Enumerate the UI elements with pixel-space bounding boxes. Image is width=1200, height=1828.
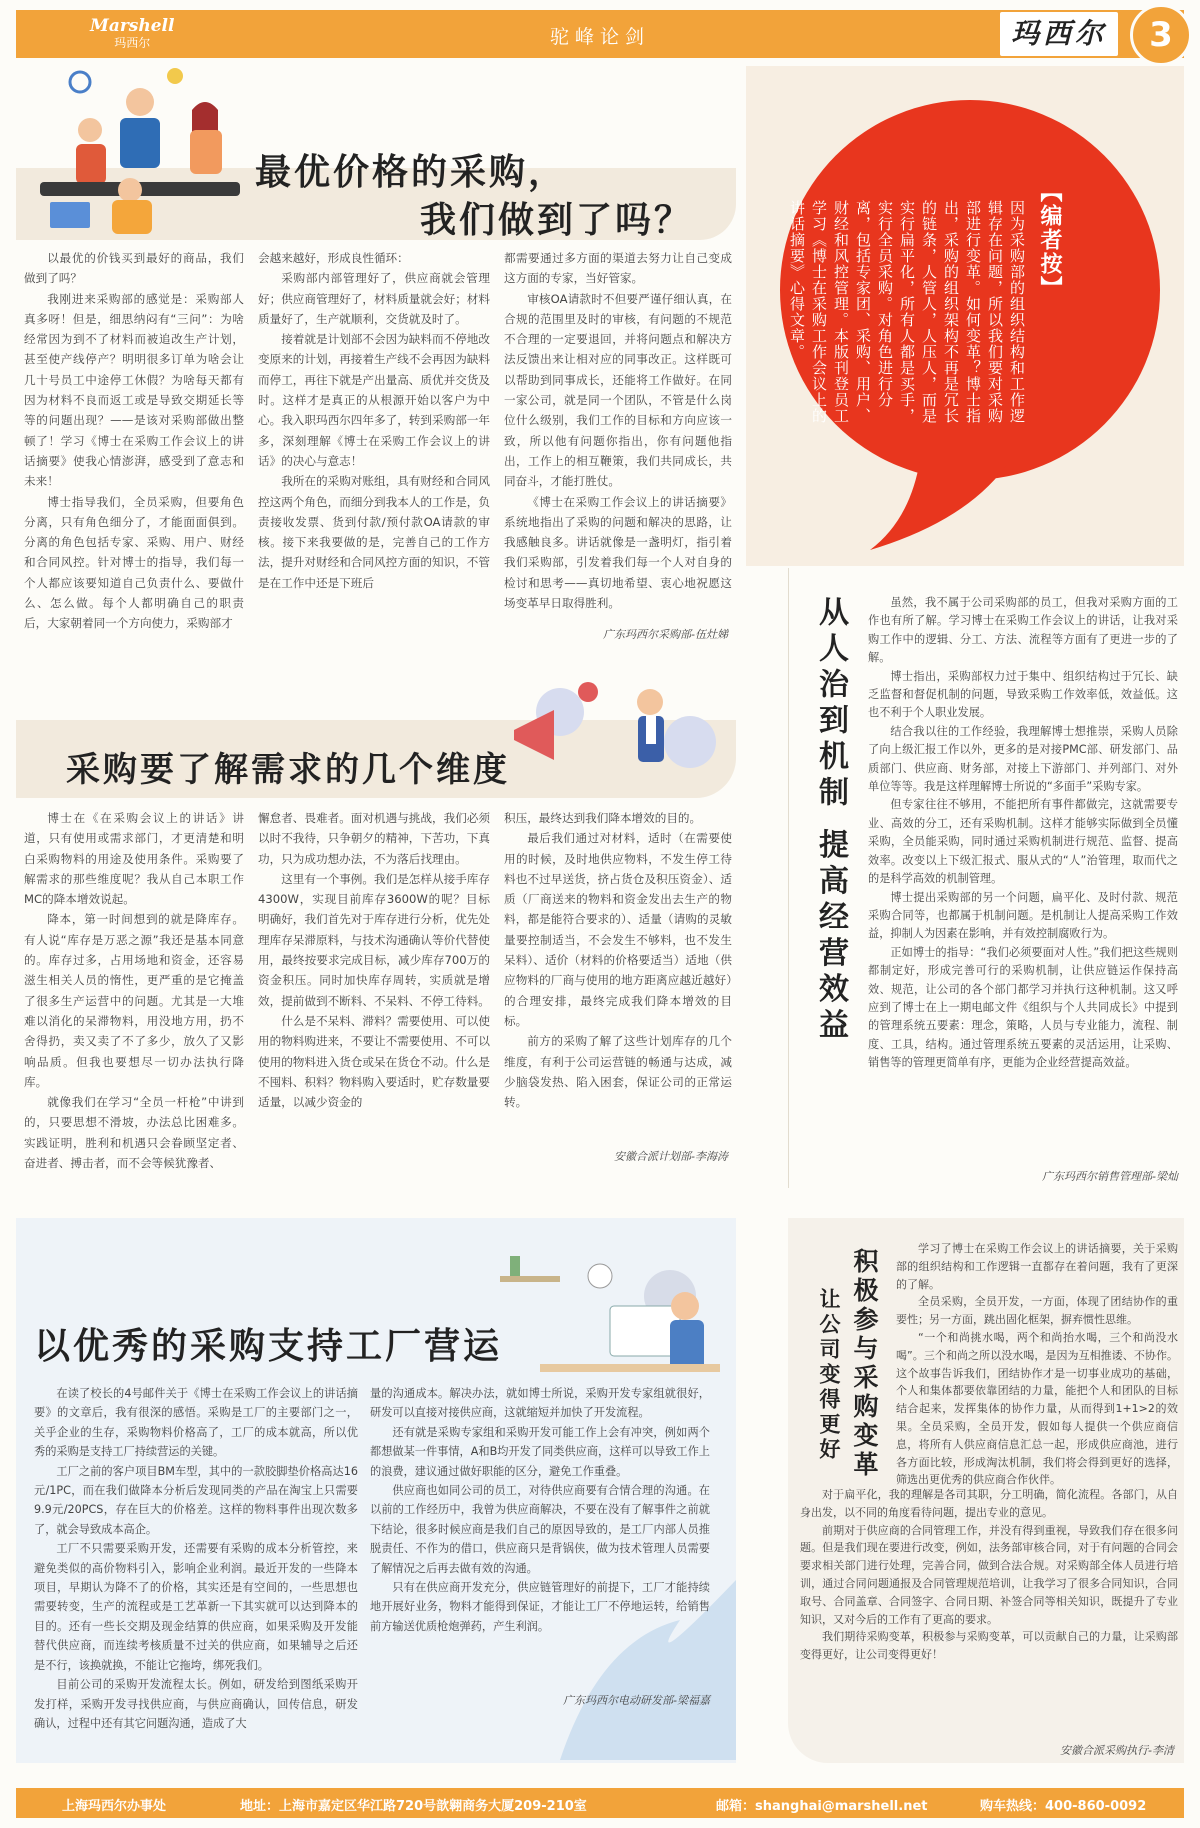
article1-title-line2: 我们做到了吗？ [420, 200, 694, 241]
article2-col1 [24, 808, 244, 1173]
article5-title-sub: 让公司变得更好 [817, 1288, 841, 1463]
page-footer [16, 1788, 1184, 1818]
paragraph: 在读了校长的4号邮件关于《博士在采购工作会议上的讲话摘要》的文章后，我有很深的感悟。采购是工厂的主要部门之一，关乎企业的生存，采购物料价格高了，工厂的成本就高，所以优秀的采购是支持工厂持续营运的关键。 [34, 1387, 358, 1459]
businessman-megaphone-illustration [500, 672, 730, 792]
article4-col1 [34, 1384, 358, 1733]
paragraph: 博士指导我们，全员采购，但要角色分离，只有角色细分了，才能面面俱到。分离的角色包括专家、采购、用户、财经和合同风控。针对博士的指导，我们每一个人都应该要知道自己负责什么、要做什么、怎么做。每个人都明确自己的职责后，大家朝着同一个方向使力，采购部才 [24, 494, 244, 631]
article2-signature: 安徽合派计划部-李海涛 [614, 1150, 728, 1163]
office-worker-illustration [480, 1236, 730, 1386]
article1-title-line1: 最优价格的采购， [255, 152, 568, 193]
paragraph: 学习了博士在采购工作会议上的讲话摘要，关于采购部的组织结构和工作逻辑一直都存在着问题，我有了更深的了解。 [896, 1242, 1178, 1291]
article3-body [868, 594, 1178, 1073]
paragraph: 这里有一个事例。我们是怎样从接手库存4300W，实现目前库存3600W的呢？目标明确好，我们首先对于库存进行分析，优先处理库存呆滞原料，与技术沟通确认等价代替使用，最终按要求完成目标，减少库存700万的资金积压。同时加快库存周转，实质就是增效，提前做到不断料、不呆料、不停工待料。 [258, 871, 490, 1008]
article4-title: 以优秀的采购支持工厂营运 [34, 1326, 503, 1367]
paragraph: 采购部内部管理好了，供应商就会管理好；供应商管理好了，材料质量就会好；材料质量好了，生产就顺利，交货就及时了。 [258, 271, 490, 326]
paragraph: 供应商也如同公司的员工，对待供应商要有合情合理的沟通。在以前的工作经历中，我曾为供应商解决，不要在没有了解事件之前就下结论，很多时候应商是我们自己的原因导致的，是工厂内部人员推脱责任、不作为的借口，供应商只是背锅侠，做为技术管理人员需要了解情况之后再去做有效的沟通。 [370, 1484, 710, 1575]
article3-signature: 广东玛西尔销售管理部-梁灿 [1042, 1170, 1178, 1183]
paragraph: 量的沟通成本。解决办法，就如博士所说，采购开发专家组就很好，研发可以直接对接供应商，这就缩短并加快了开发流程。 [370, 1387, 710, 1420]
article2-col2 [258, 808, 490, 1112]
page-number: 3 [1130, 4, 1192, 66]
article1-col2 [258, 248, 490, 593]
article1-col3 [504, 248, 732, 613]
editor-note-label: 【编者按】 [1037, 180, 1062, 300]
paragraph: 我刚进来采购部的感觉是：采购部人真多呀！但是，细思纳闷有“三问”：为啥经常因为到不了材料而被追改生产计划，甚至使产线停产？明明很多订单为啥会让几十号员工中途停工休假？为啥每天都有因为材料不良而返工或是导致交期延长等等的问题出现？——是该对采购部做出整顿了！学习《博士在采购工作会议上的讲话摘要》使我心情澎湃，感受到了意志和未来！ [24, 291, 244, 489]
paragraph: 会越来越好，形成良性循环： [258, 251, 409, 265]
article5-body-wide [800, 1486, 1178, 1664]
paragraph: 接着就是计划部不会因为缺料而不停地改变原来的计划，再接着生产线不会再因为缺料而停工，再往下就是产出量高、质优并交货及时。这样才是真正的从根源开始以客户为中心。我入职玛西尔四年多了，转到采购部一年多，深刻理解《博士在采购工作会议上的讲话》的决心与意志！ [258, 332, 490, 468]
article5-title-main: 积极参与采购变革 [850, 1248, 879, 1480]
footer-address: 地址：上海市嘉定区华江路720号歆翱商务大厦209-210室 [240, 1799, 587, 1814]
paragraph: 我们期待采购变革，积极参与采购变革，可以贡献自己的力量，让采购部变得更好，让公司变得更好！ [800, 1630, 1178, 1662]
paragraph: 正如博士的指导：“我们必须要面对人性。”我们把这些规则都制定好，形成完善可行的采购机制，让供应链运作保持高效、规范，让公司的各个部门都学习并执行这种机制。这又呼应到了博士在上一期电邮文件《组织与个人共同成长》中提到的管理系统五要素：理念，策略，人员与专业能力，流程、制度、工具，结构。通过管理系统五要素的灵活运用，让采购、销售等的管理更简单有序，更能为企业经营提高效益。 [868, 945, 1178, 1070]
paragraph: “一个和尚挑水喝，两个和尚抬水喝，三个和尚没水喝”。三个和尚之所以没水喝，是因为互相推诿、不协作。这个故事告诉我们，团结协作才是一切事业成功的基础，个人和集体都要依靠团结的力量，能把个人和团队的目标结合起来，发挥集体的协作力量，从而得到1+1>2的效果。全员采购，全员开发，假如每人提供一个供应商信息，将所有人供应商信息汇总一起，形成供应商池，进行各方面比较，形成淘汰机制，我们将会得到更好的选择，筛选出更优秀的供应商合作伙伴。 [896, 1330, 1178, 1487]
paragraph: 还有就是采购专家组和采购开发可能工作上会有冲突，例如两个都想做某一件事情，A和B均开发了同类供应商，这样可以导致工作上的浪费，建议通过做好职能的区分，避免工作重叠。 [370, 1425, 710, 1478]
paragraph: 只有在供应商开发充分，供应链管理好的前提下，工厂才能持续地开展好业务，物料才能得到保证，才能让工厂不停地运转，给销售前方输送优质枪炮弹药，产生利润。 [370, 1581, 710, 1633]
paragraph: 结合我以往的工作经验，我理解博士想推崇，采购人员除了向上级汇报工作以外，更多的是对接PMC部、研发部门、品质部门、供应商、财务部，对接上下游部门、并列部门、对外单位等等。我是这样理解博士所说的“多面手”采购专家。 [868, 724, 1178, 794]
paragraph: 积压，最终达到我们降本增效的目的。 [504, 811, 702, 825]
paragraph: 什么是不呆料、滞料？需要使用、可以使用的物料购进来，不要让不需要使用、不可以使用的物料进入货仓或呆在货仓不动。什么是不囤料、积料？物料购入要适时，贮存数量要适量，以减少资金的 [258, 1013, 490, 1110]
paragraph: 就像我们在学习“全员一杆枪”中讲到的，只要思想不滑坡，办法总比困难多。实践证明，胜利和机遇只会眷顾坚定者、奋进者、搏击者，而不会等候犹豫者、 [24, 1095, 244, 1171]
paragraph: 对于扁平化，我的理解是各司其职，分工明确，简化流程。各部门，从自身出发，以不同的角度看待问题，提出专业的意见。 [800, 1488, 1178, 1519]
article2-col3 [504, 808, 732, 1112]
article1-signature: 广东玛西尔采购部-伍灶娣 [603, 628, 728, 641]
paragraph: 全员采购，全员开发，一方面，体现了团结协作的重要性；另一方面，跳出固化框架，摒弃惯性思维。 [896, 1295, 1178, 1327]
page-header [16, 10, 1184, 58]
paragraph: 降本，第一时间想到的就是降库存。有人说“库存是万恶之源”我还是基本同意的。库存过多，占用场地和资金，还容易滋生相关人员的惰性，更严重的是它掩盖了很多生产运营中的问题。尤其是一大堆难以消化的呆滞物料，用没地方用，扔不舍得扔，卖又卖了不了多少，放久了又影响品质。但我也要想尽一切办法执行降库。 [24, 912, 244, 1089]
footer-email: 邮箱：shanghai@marshell.net [716, 1799, 928, 1814]
paragraph: 但专家往往不够用，不能把所有事件都做完，这就需要专业、高效的分工，还有采购机制。这样才能够实际做到全员懂采购，全员能采购，同时通过采购机制进行规范、监督、提高效率。改变以上下级汇报式、服从式的“人”治管理，取而代之的是科学高效的机制管理。 [868, 798, 1178, 886]
business-team-illustration [20, 62, 260, 242]
paragraph: 前方的采购了解了这些计划库存的几个维度，有利于公司运营链的畅通与达成，减少脑袋发热、陷入困套，保证公司的正常运转。 [504, 1034, 732, 1110]
section-title: 驼峰论剑 [549, 26, 650, 48]
paragraph: 虽然，我不属于公司采购部的员工，但我对采购方面的工作也有所了解。学习博士在采购工作会议上的讲话，让我对采购工作中的逻辑、分工、方法、流程等方面有了更进一步的了解。 [868, 596, 1178, 665]
article1-col1 [24, 248, 244, 634]
paragraph: 以最优的价钱买到最好的商品，我们做到了吗？ [24, 251, 244, 286]
paragraph: 博士指出，采购部权力过于集中、组织结构过于冗长、缺乏监督和督促机制的问题，导致采购工作效率低，效益低。这也不利于个人职业发展。 [868, 669, 1178, 720]
brand-signature: 玛西尔 [1000, 12, 1118, 56]
paragraph: 我所在的采购对账组，具有财经和合同风控这两个角色，而细分到我本人的工作是，负责接收发票、货到付款/预付款OA请款的审核。接下来我要做的是，完善自己的工作方法，提升对财经和合同风控方面的知识，不管是在工作中还是下班后 [258, 474, 490, 590]
footer-office: 上海玛西尔办事处 [62, 1799, 167, 1814]
editor-note-text: 因为采购部的组织结构和工作逻辑存在问题，所以我们要对采购部进行变革。如何变革？博士指出，采购的组织架构不再是冗长的链条，人管人，人压人，而是实行扁平化，所有人都是买手，实行全员采购。对角色进行分离，包括专家团、采购、用户、财经和风控管理。本版刊登员工学习《博士在采购工作会议上的讲话摘要》心得文章。 [788, 200, 1026, 424]
paragraph: 目前公司的采购开发流程太长。例如，研发给到图纸采购开发打样，采购开发寻找供应商，与供应商确认，回传信息，研发确认，过程中还有其它问题沟通，造成了大 [34, 1678, 358, 1730]
paragraph: 博士提出采购部的另一个问题，扁平化、及时付款、规范采购合同等，也都属于机制问题。是机制让人提高采购工作效益，抑制人为因素在影响，并有效控制腐败行为。 [868, 890, 1178, 941]
paragraph: 博士在《在采购会议上的讲话》讲道，只有使用或需求部门，才更清楚和明白采购物料的用途及使用条件。采购要了解需求的那些维度呢？我从自己本职工作MC的降本增效说起。 [24, 811, 244, 907]
article5-signature: 安徽合派采购执行-李清 [1060, 1744, 1174, 1757]
paragraph: 都需要通过多方面的渠道去努力让自己变成这方面的专家，当好管家。 [504, 251, 732, 286]
footer-hotline: 购车热线：400-860-0092 [980, 1799, 1147, 1814]
paragraph: 审核OA请款时不但要严谨仔细认真，在合规的范围里及时的审核，有问题的不规范不合理的一定要退回，并将问题点和解决方法反馈出来让相对应的同事改正。这样既可以帮助到同事成长，还能将工作做好。在同一家公司，就是同一个团队，不管是什么岗位什么级别，我们工作的目标和方向应该一致，所以他有问题你指出，你有问题他指出，工作上的相互鞭策，我们共同成长，共同奋斗，才能打胜仗。 [504, 291, 732, 489]
logo-en: Marshell [90, 16, 175, 36]
article5-body [896, 1240, 1178, 1489]
paragraph: 最后我们通过对材料，适时（在需要使用的时候，及时地供应物料，不发生停工待料也不过早送货，挤占货仓及积压资金）、适质（厂商送来的物料和资金发出去生产的物料，都是能符合要求的）、适量（请购的灵敏量要控制适当，不会发生不够料，也不发生呆料）、适价（材料的价格要适当）适地（供应物料的厂商与使用的地方距离应越近越好）的合理安排，最终完成我们降本增效的目标。 [504, 831, 732, 1028]
article3-title: 从人治到机制 提高经营效益 [813, 596, 848, 1045]
article4-signature: 广东玛西尔电动研发部-梁福嘉 [563, 1694, 710, 1707]
paragraph: 工厂不只需要采购开发，还需要有采购的成本分析管控，来避免类似的高价物料引入，影响企业利润。最近开发的一些降本项目，早期认为降不了的价格，其实还是有空间的，一些思想也需要转变，生产的流程或是工艺革新一下其实就可以达到降本的目的。还有一些长交期及现金结算的供应商，如果采购及开发能替代供应商，而连续考核质量不过关的供应商，如果辅导之后还是不行，该换就换，不能让它拖垮，绑死我们。 [34, 1542, 358, 1672]
paragraph: 懈怠者、畏难者。面对机遇与挑战，我们必须以时不我待，只争朝夕的精神，下苦功，下真功，只为成功想办法，不为落后找理由。 [258, 811, 490, 866]
article4-col2 [370, 1384, 710, 1636]
logo-cn: 玛西尔 [114, 36, 151, 50]
paragraph: 前期对于供应商的合同管理工作，并没有得到重视，导致我们存在很多问题。但是我们现在要进行改变，例如，法务部审核合同，对于有问题的合同会要求相关部门进行处理，完善合同，做到合法合规。对采购部全体人员进行培训，通过合同问题通报及合同管理规范培训，让我学习了很多合同知识，合同取号、合同盖章、合同签字、合同日期、补签合同等相关知识，既提升了专业知识，又对今后的工作有了更高的要求。 [800, 1523, 1178, 1626]
article2-title: 采购要了解需求的几个维度 [66, 750, 510, 790]
paragraph: 工厂之前的客户项目BM车型，其中的一款胶脚垫价格高达16元/1PC，而在我们做降本分析后发现同类的产品在淘宝上只需要9.9元/20PCS，存在巨大的价格差。这样的物料事件出现次数多了，就会导致成本高企。 [34, 1464, 358, 1536]
paragraph: 《博士在采购工作会议上的讲话摘要》系统地指出了采购的问题和解决的思路，让我感触良多。讲话就像是一盏明灯，指引着我们采购部，引发着我们每一个人对自身的检讨和思考——真切地希望、衷心地祝愿这场变革早日取得胜利。 [504, 494, 732, 611]
